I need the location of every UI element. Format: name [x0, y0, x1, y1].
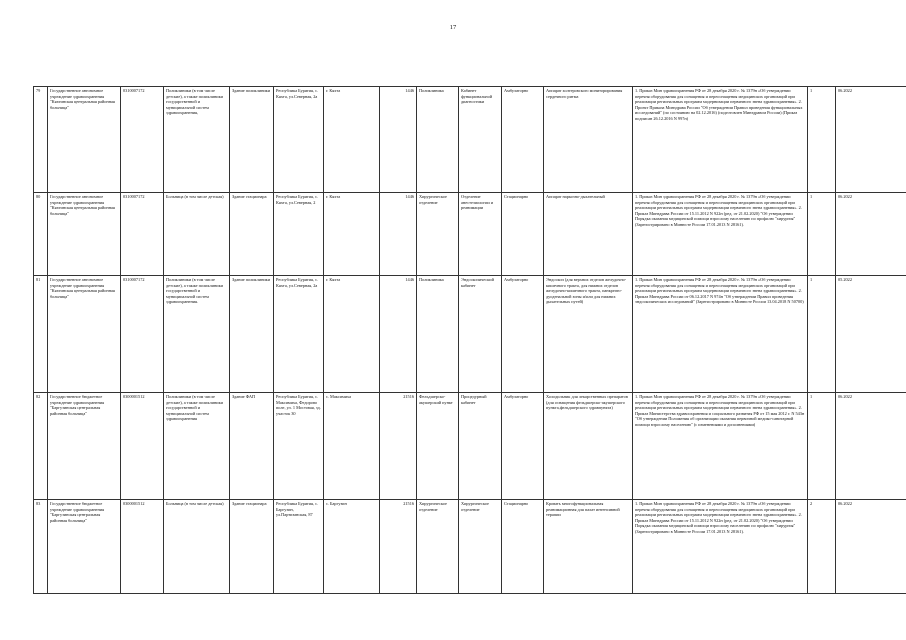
room-cell: Процедурный кабинет [459, 393, 502, 500]
quantity-cell: 2 [808, 500, 836, 594]
table-row [34, 393, 906, 500]
date-cell: 06.2022 [836, 500, 906, 594]
table-row [34, 500, 906, 594]
page-number: 17 [449, 24, 457, 31]
address-cell: Республика Бурятия, с. Кяхта, ул.Северная, 2а [274, 87, 324, 193]
locality-cell: г. Кяхта [324, 276, 380, 393]
table-row [34, 193, 906, 276]
code-cell: 0300001512 [121, 393, 164, 500]
basis-cell: 1. Приказ Мин здравоохранения РФ от 28 декабря 2020 г. № 1379н «Об утверждении перечня оборудования для оснащения и переоснащения медицинских организаций при реализации региональных программ модернизации первичного звена здравоохранения». 2. Приказ Министерства здравоохранения и социального развития РФ от 15 мая 2012 г. N 543н "Об утверждении Положения об организации оказания первичной медико-санитарной помощи взрослому населению" (с изменениями и дополнениями) [633, 393, 808, 500]
address-cell: Республика Бурятия, с. Баргузин, ул.Партизанская, 87 [274, 500, 324, 594]
care-type-cell: Амбулаторно [502, 276, 544, 393]
equipment-table [33, 86, 906, 594]
equipment-cell: Аппарат наркозно-дыхательный [544, 193, 633, 276]
organization-cell: Государственное автономное учреждение здравоохранения "Кяхтинская центральная районная больница" [48, 193, 121, 276]
quantity-cell: 1 [808, 87, 836, 193]
organization-cell: Государственное автономное учреждение здравоохранения "Кяхтинская центральная районная больница" [48, 87, 121, 193]
address-cell: Республика Бурятия, с. Кяхта, ул.Северная, 2а [274, 276, 324, 393]
organization-cell: Государственное бюджетное учреждение здравоохранения "Баргузинская центральная районная больница" [48, 500, 121, 594]
basis-cell: 1. Приказ Мин здравоохранения РФ от 28 декабря 2020 г. № 1379н «Об утверждении перечня оборудования для оснащения и переоснащения медицинских организаций при реализации региональных программ модернизации первичного звена здравоохранения». 2. Приказ Минздрава России от 06.12.2017 N 974н "Об утверждении Правил проведения эндоскопических исследований" (Зарегистрировано в Минюсте России 13.04.2018 N 50700) [633, 276, 808, 393]
room-cell: Эндоскопический кабинет [459, 276, 502, 393]
department-cell: Хирургическое отделение [417, 193, 459, 276]
room-cell: Хирургическое отделение [459, 500, 502, 594]
organization-cell: Государственное автономное учреждение здравоохранения "Кяхтинская центральная районная больница" [48, 276, 121, 393]
quantity-cell: 1 [808, 276, 836, 393]
locality-cell: г. Кяхта [324, 87, 380, 193]
room-cell: Отделение анестезиологии и реанимации [459, 193, 502, 276]
unit-type-cell: Больница (в том числе детская) [164, 500, 230, 594]
basis-cell: 1. Приказ Мин здравоохранения РФ от 28 декабря 2020 г. № 1379н «Об утверждении перечня оборудования для оснащения и переоснащения медицинских организаций при реализации региональных программ модернизации первичного звена здравоохранения». 2. Приказ Минздрава России от 15.11.2012 N 922н (ред. от 21.02.2020) "Об утверждении Порядка оказания медицинской помощи взрослому населению по профилю "хирургия" (Зарегистрировано в Минюсте России 17.01.2013 N 28161). [633, 500, 808, 594]
row-number: 82 [34, 393, 48, 500]
equipment-cell: Кровать многофункциональная реанимационная для палат интенсивной терапии [544, 500, 633, 594]
basis-cell: 1. Приказ Мин здравоохранения РФ от 28 декабря 2020 г. № 1379н «Об утверждении перечня оборудования для оснащения и переоснащения медицинских организаций при реализации региональных программ модернизации первичного звена здравоохранения». 2. Приказ Минздрава России от 15.11.2012 N 922н (ред. от 21.02.2020) "Об утверждении Порядка оказания медицинской помощи взрослому населению по профилю "хирургия" (Зарегистрировано в Минюсте России 17.01.2013 N 28161). [633, 193, 808, 276]
department-cell: Хирургическое отделение [417, 500, 459, 594]
postcode-cell: 21516 [380, 393, 417, 500]
building-cell: Здание ФАП [230, 393, 274, 500]
care-type-cell: Амбулаторно [502, 393, 544, 500]
equipment-cell: Холодильник для лекарственных препаратов (для оснащения фельдшерско-акушерского пункта,фельдшерского здравпункта) [544, 393, 633, 500]
locality-cell: г. Кяхта [324, 193, 380, 276]
equipment-cell: Аппарат холтеровского мониторирования сердечного ритма [544, 87, 633, 193]
quantity-cell: 1 [808, 193, 836, 276]
table-row [34, 276, 906, 393]
building-cell: Здание стационара [230, 500, 274, 594]
unit-type-cell: Поликлиники (в том числе детские), а также поликлиники государственной и муниципальной систем здравоохранения, [164, 87, 230, 193]
row-number: 83 [34, 500, 48, 594]
care-type-cell: Стационарно [502, 193, 544, 276]
department-cell: Фельдшерско-акушерский пункт [417, 393, 459, 500]
locality-cell: с. Максимиха [324, 393, 380, 500]
date-cell: 06.2022 [836, 87, 906, 193]
address-cell: Республика Бурятия, с. Максимиха, Федорово поле, ул. 1 Мостовая, зд. участок 30 [274, 393, 324, 500]
row-number: 80 [34, 193, 48, 276]
basis-cell: 1. Приказ Мин здравоохранения РФ от 28 декабря 2020 г. № 1379н «Об утверждении перечня оборудования для оснащения и переоснащения медицинских организаций при реализации региональных программ модернизации первичного звена здравоохранения». 2. Проект Приказа Минздрава России "Об утверждении Правил проведения функциональных исследований" (по состоянию на 02.12.2016) (подготовлен Минздравом России) (Приказ подписан 26.12.2016 N 997н) [633, 87, 808, 193]
table-row [34, 87, 906, 193]
department-cell: Поликлиника [417, 276, 459, 393]
equipment-cell: Эндоскоп (для верхних отделов желудочно-кишечного тракта, для нижних отделов желудочно-кишечного тракта, панкреато-дуоденальной зоны и/или для нижних дыхательных путей) [544, 276, 633, 393]
date-cell: 06.2022 [836, 193, 906, 276]
room-cell: Кабинет функциональной диагностики [459, 87, 502, 193]
locality-cell: с. Баргузин [324, 500, 380, 594]
postcode-cell: 1446 [380, 193, 417, 276]
code-cell: 0300001512 [121, 500, 164, 594]
department-cell: Поликлиника [417, 87, 459, 193]
row-number: 79 [34, 87, 48, 193]
building-cell: Здание поликлиники [230, 276, 274, 393]
care-type-cell: Стационарно [502, 500, 544, 594]
quantity-cell: 1 [808, 393, 836, 500]
organization-cell: Государственное бюджетное учреждение здравоохранения "Баргузинская центральная районная больница" [48, 393, 121, 500]
date-cell: 06.2022 [836, 393, 906, 500]
code-cell: 0310007172 [121, 193, 164, 276]
code-cell: 0310007172 [121, 276, 164, 393]
care-type-cell: Амбулаторно [502, 87, 544, 193]
address-cell: Республика Бурятия, с. Кяхта, ул.Северная, 2 [274, 193, 324, 276]
code-cell: 0310007172 [121, 87, 164, 193]
building-cell: Здание стационара [230, 193, 274, 276]
postcode-cell: 1446 [380, 87, 417, 193]
unit-type-cell: Больница (в том числе детская) [164, 193, 230, 276]
postcode-cell: 21516 [380, 500, 417, 594]
unit-type-cell: Поликлиники (в том числе детские), а также поликлиники государственной и муниципальной систем здравоохранения [164, 393, 230, 500]
row-number: 81 [34, 276, 48, 393]
building-cell: Здание поликлиники [230, 87, 274, 193]
date-cell: 05.2022 [836, 276, 906, 393]
postcode-cell: 1446 [380, 276, 417, 393]
unit-type-cell: Поликлиники (в том числе детские), а также поликлиники государственной и муниципальной систем здравоохранения. [164, 276, 230, 393]
